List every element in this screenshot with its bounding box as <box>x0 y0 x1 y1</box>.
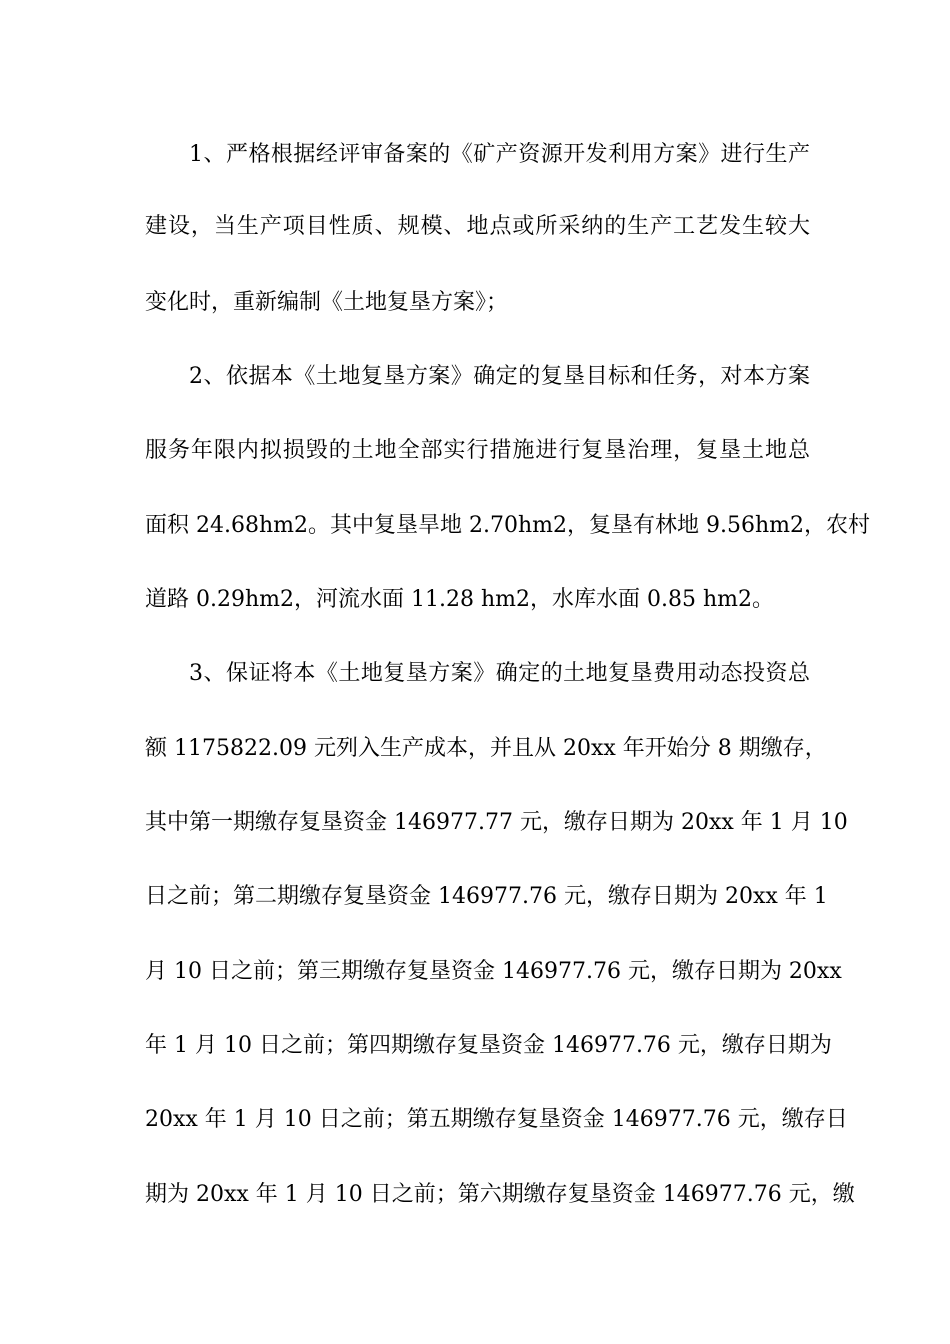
paragraph-3-line-7: 20xx 年 1 月 10 日之前；第五期缴存复垦资金 146977.76 元，缴存日 <box>145 1107 848 1132</box>
paragraph-3-line-4: 日之前；第二期缴存复垦资金 146977.76 元，缴存日期为 20xx 年 1 <box>145 884 828 909</box>
paragraph-1-line-3: 变化时，重新编制《土地复垦方案》； <box>145 290 509 315</box>
paragraph-2-line-1: 2、依据本《土地复垦方案》确定的复垦目标和任务，对本方案 <box>189 364 810 389</box>
paragraph-3-line-3: 其中第一期缴存复垦资金 146977.77 元，缴存日期为 20xx 年 1 月 10 <box>145 810 848 835</box>
paragraph-1-line-2: 建设，当生产项目性质、规模、地点或所采纳的生产工艺发生较大 <box>145 214 810 239</box>
paragraph-3-line-6: 年 1 月 10 日之前；第四期缴存复垦资金 146977.76 元，缴存日期为 <box>145 1033 832 1058</box>
paragraph-2-line-3: 面积 24.68hm2。其中复垦旱地 2.70hm2，复垦有林地 9.56hm2，农村 <box>145 513 871 538</box>
paragraph-2-line-2: 服务年限内拟损毁的土地全部实行措施进行复垦治理，复垦土地总 <box>145 438 810 463</box>
paragraph-3-line-5: 月 10 日之前；第三期缴存复垦资金 146977.76 元，缴存日期为 20xx <box>145 959 842 984</box>
paragraph-1-line-1: 1、严格根据经评审备案的《矿产资源开发利用方案》进行生产 <box>189 142 810 167</box>
paragraph-3-line-1: 3、保证将本《土地复垦方案》确定的土地复垦费用动态投资总 <box>189 661 810 686</box>
paragraph-2-line-4: 道路 0.29hm2，河流水面 11.28 hm2，水库水面 0.85 hm2。 <box>145 587 774 612</box>
paragraph-3-line-8: 期为 20xx 年 1 月 10 日之前；第六期缴存复垦资金 146977.76 元，缴 <box>145 1182 855 1207</box>
paragraph-3-line-2: 额 1175822.09 元列入生产成本，并且从 20xx 年开始分 8 期缴存， <box>145 736 827 761</box>
